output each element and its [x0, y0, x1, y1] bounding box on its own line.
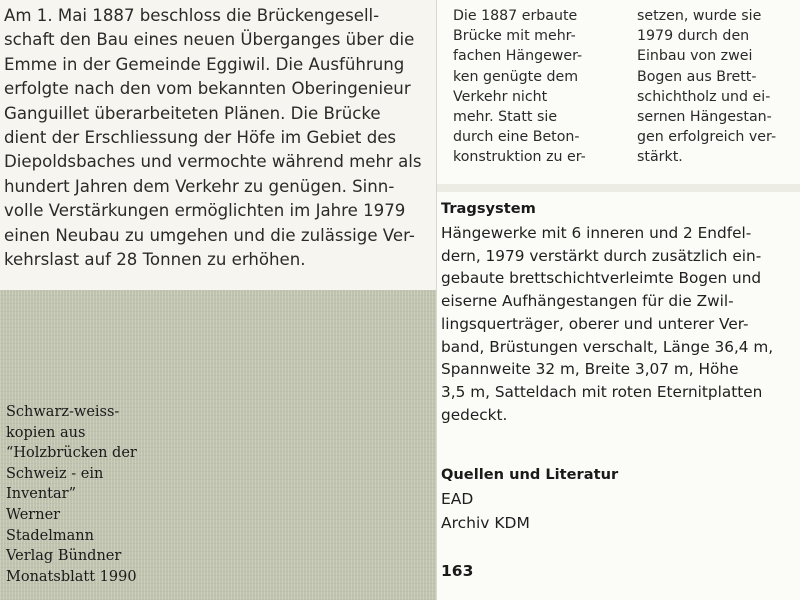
source-note-panel	[0, 290, 437, 600]
source-note	[6, 402, 196, 587]
caption-line: durch eine Beton-	[453, 129, 580, 146]
tragsystem-line: eiserne Aufhängestangen für die Zwil-	[441, 292, 734, 311]
caption-line: mehr. Statt sie	[453, 109, 558, 126]
note-line: Verlag Bündner	[6, 548, 122, 565]
intro-line: Diepoldsbaches und vermochte während mehr als	[4, 152, 422, 172]
tragsystem-line: gebaute brettschichtverleimte Bogen und	[441, 269, 762, 288]
tragsystem-line: Spannweite 32 m, Breite 3,07 m, Höhe	[441, 360, 739, 379]
quellen-heading: Quellen und Literatur	[441, 466, 619, 483]
caption-line: stärkt.	[637, 149, 683, 166]
intro-line: schaft den Bau eines neuen Überganges über die	[4, 30, 415, 50]
intro-line: einen Neubau zu umgehen und die zulässige Ver-	[4, 225, 415, 245]
caption-column-left	[453, 6, 613, 168]
tragsystem-line: 3,5 m, Satteldach mit roten Eternitplatten	[441, 382, 763, 401]
caption-line: Bogen aus Brett-	[637, 68, 757, 85]
note-line: Schwarz-weiss-	[6, 404, 120, 420]
intro-line: erfolgte nach den vom bekannten Oberingenieur	[4, 79, 411, 99]
intro-line: hundert Jahren dem Verkehr zu genügen. Sinn-	[4, 176, 395, 196]
caption-line: Verkehr nicht	[453, 88, 548, 105]
caption-line: setzen, wurde sie	[637, 8, 762, 24]
note-line: “Holzbrücken der	[6, 445, 137, 462]
caption-line: schichtholz und ei-	[637, 88, 771, 105]
note-line: kopien aus	[6, 424, 86, 441]
intro-line: volle Verstärkungen ermöglichten im Jahre 1979	[4, 201, 406, 221]
caption-line: fachen Hängewer-	[453, 48, 583, 65]
caption-line: Die 1887 erbaute	[453, 8, 578, 24]
source-item: Archiv KDM	[441, 514, 530, 532]
intro-line: kehrslast auf 28 Tonnen zu erhöhen.	[4, 250, 306, 270]
tragsystem-paragraph	[441, 222, 797, 426]
tragsystem-line: Hängewerke mit 6 inneren und 2 Endfel-	[441, 224, 752, 242]
caption-line: Einbau von zwei	[637, 48, 753, 65]
intro-line: Am 1. Mai 1887 beschloss die Brückengesell-	[4, 6, 380, 25]
intro-line: Ganguillet überarbeiteten Plänen. Die Brücke	[4, 103, 381, 123]
page-number: 163	[441, 562, 474, 580]
note-line: Monatsblatt 1990	[6, 568, 137, 585]
note-line: Schweiz - ein	[6, 465, 104, 482]
intro-line: dient der Erschliessung der Höfe im Gebiet des	[4, 128, 397, 148]
tragsystem-line: lingsquerträger, oberer und unterer Ver-	[441, 314, 749, 333]
page-scan-panel	[437, 0, 800, 600]
intro-line: Emme in der Gemeinde Eggiwil. Die Ausführung	[4, 54, 405, 74]
panel-divider	[436, 0, 437, 600]
tragsystem-line: dern, 1979 verstärkt durch zusätzlich ein-	[441, 246, 762, 265]
caption-line: 1979 durch den	[637, 28, 750, 45]
tragsystem-line: band, Brüstungen verschalt, Länge 36,4 m,	[441, 337, 774, 356]
caption-line: ken genügte dem	[453, 68, 579, 85]
note-line: Inventar”	[6, 486, 76, 503]
caption-line: sernen Hängestan-	[637, 109, 772, 126]
note-line: Werner	[6, 506, 61, 523]
scan-divider	[437, 184, 800, 192]
caption-line: Brücke mit mehr-	[453, 28, 576, 45]
caption-line: konstruktion zu er-	[453, 149, 586, 166]
source-item: EAD	[441, 490, 474, 508]
intro-panel	[0, 0, 437, 290]
note-line: Stadelmann	[6, 527, 94, 544]
caption-line: gen erfolgreich ver-	[637, 129, 777, 146]
tragsystem-line: gedeckt.	[441, 405, 508, 424]
tragsystem-heading: Tragsystem	[441, 200, 536, 217]
caption-column-right	[637, 6, 797, 168]
intro-paragraph	[4, 4, 434, 272]
